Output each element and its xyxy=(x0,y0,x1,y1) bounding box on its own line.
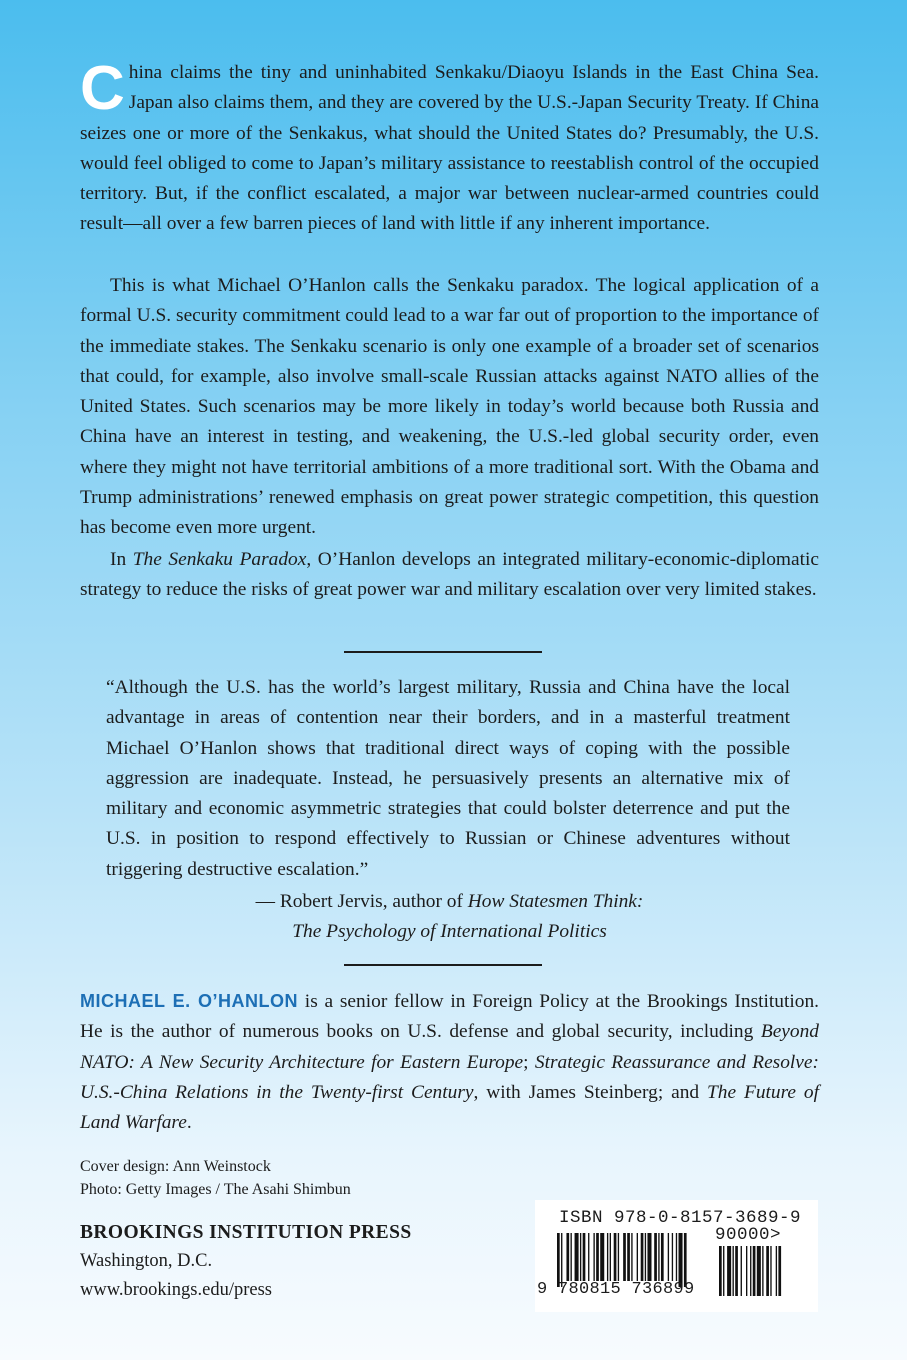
barcode-bar xyxy=(766,1246,769,1296)
barcode-bar xyxy=(618,1233,619,1281)
drop-cap: C xyxy=(80,54,125,123)
barcode-bar xyxy=(723,1246,724,1296)
book-title: The Senkaku Paradox xyxy=(132,549,307,570)
barcode-bar xyxy=(631,1233,632,1281)
author-bio xyxy=(80,986,819,1138)
barcode-bar xyxy=(566,1233,569,1281)
attribution-book-line-1: How Statesmen Think: xyxy=(467,891,644,912)
bio-text: , with James Steinberg; and xyxy=(473,1081,707,1103)
barcode-bar xyxy=(750,1246,751,1296)
para3-prefix: In xyxy=(110,549,133,570)
barcode-bar xyxy=(668,1233,669,1281)
price-code: 90000> xyxy=(715,1225,782,1245)
barcode-bar xyxy=(658,1233,659,1281)
description-paragraph-1 xyxy=(80,54,819,240)
barcode-bar xyxy=(762,1246,763,1296)
barcode-bar xyxy=(575,1233,579,1281)
ean-number: 9 780815 736899 xyxy=(537,1280,695,1299)
barcode-bar xyxy=(654,1233,657,1281)
description-paragraph-2: This is what Michael O’Hanlon calls the Senkaku paradox. The logical application of a formal U.S. security commitment could lead to a war far out of proportion to the importance of the immediate stakes. The Senkaku scenario is only one example of a broader set of scenarios that could, for example, also involve small-scale Russian attacks against NATO allies of the United States. Such scenarios may be more likely in today’s world because both Russia and China have an interest in testing, and weakening, the U.S.-led global security order, even where they might not have territorial ambitions of a more traditional sort. With the Obama and Trump administrations’ renewed emphasis on great power strategic competition, this question has become even more urgent. xyxy=(80,275,819,539)
barcode-bar xyxy=(679,1233,683,1287)
barcode-bar xyxy=(727,1246,731,1296)
publisher-block xyxy=(80,1218,412,1305)
barcode-bar xyxy=(757,1246,761,1296)
barcode-bar xyxy=(614,1233,617,1281)
barcode-bar xyxy=(645,1233,646,1281)
bio-text: is a senior fellow in Foreign Policy at the Brookings Institution. He is the author of numerous books on U.S. defense and global security, including xyxy=(80,991,819,1043)
barcode-bar xyxy=(770,1246,771,1296)
barcode-bar xyxy=(753,1246,756,1296)
barcode-bar xyxy=(672,1233,673,1281)
barcode-bar xyxy=(610,1233,611,1281)
bio-text: . xyxy=(186,1112,192,1134)
barcode-bar xyxy=(627,1233,630,1281)
barcode-bar xyxy=(735,1246,738,1296)
barcode-bar xyxy=(593,1233,594,1281)
barcode-bar xyxy=(778,1246,781,1296)
author-name: MICHAEL E. O’HANLON xyxy=(80,991,299,1011)
description-paragraph-3 xyxy=(80,545,819,606)
barcode-bar xyxy=(676,1233,677,1281)
isbn-barcode xyxy=(535,1200,818,1312)
para3-text: , O’Hanlon develops an integrated military-economic-diplomatic strategy to reduce the risks of great power war and military escalation over very limited stakes. xyxy=(80,549,819,601)
barcode-bar xyxy=(647,1233,651,1281)
barcode-bar xyxy=(641,1233,644,1281)
publisher-name: BROOKINGS INSTITUTION PRESS xyxy=(80,1222,412,1243)
bio-text: ; xyxy=(523,1051,535,1073)
publisher-url: www.brookings.edu/press xyxy=(80,1280,273,1300)
endorsement-attribution xyxy=(80,887,819,947)
description-paragraph-1-text: hina claims the tiny and uninhabited Senkaku/Diaoyu Islands in the East China Sea. Japan also claims them, and they are covered by the U.S.-Japan Security Treaty. If China seizes one or more of the Senkakus, what should the United States do? Presumably, the U.S. would feel obliged to come to Japan’s military assistance to reestablish control of the occupied territory. But, if the conflict escalated, a major war between nuclear-armed countries could result—all over a few barren pieces of land with little if any inherent importance. xyxy=(80,62,819,235)
bio-book-title: Beyond NATO: A New Security Architecture for Eastern Europe xyxy=(80,1021,819,1073)
barcode-bar xyxy=(557,1233,560,1287)
barcode-bar xyxy=(580,1233,581,1281)
cover-design-credit: Cover design: Ann Weinstock xyxy=(80,1158,271,1175)
endorsement-quote: “Although the U.S. has the world’s largest military, Russia and China have the local advantage in areas of contention near their borders, and in a masterful treatment Michael O’Hanlon shows that traditional direct ways of coping with the possible aggression are inadequate. Instead, he persuasively presents an alternative mix of military and economic asymmetric strategies that could bolster deterrence and put the U.S. in position to respond effectively to Russian or Chinese adventures without triggering destructive escalation.” xyxy=(106,677,790,880)
bio-book-title: Strategic Reassurance and Resolve: U.S.-China Relations in the Twenty-first Century xyxy=(80,1051,819,1103)
barcode-bar xyxy=(746,1246,747,1296)
barcode-bar xyxy=(583,1233,586,1281)
barcode-bar xyxy=(596,1233,599,1281)
barcode-bar xyxy=(684,1233,687,1287)
barcode-bar xyxy=(588,1233,589,1281)
divider-rule xyxy=(344,651,542,653)
isbn-label: ISBN 978-0-8157-3689-9 xyxy=(559,1208,802,1228)
photo-credit: Photo: Getty Images / The Asahi Shimbun xyxy=(80,1181,351,1198)
barcode-bar xyxy=(776,1246,777,1296)
attribution-author: — Robert Jervis, author of xyxy=(255,891,468,912)
barcode-bar xyxy=(733,1246,734,1296)
barcode-bar xyxy=(571,1233,572,1281)
divider-rule xyxy=(344,964,542,966)
barcode-bar xyxy=(661,1233,664,1281)
barcode-bar xyxy=(741,1246,742,1296)
publisher-city: Washington, D.C. xyxy=(80,1251,213,1271)
barcode-bar xyxy=(623,1233,626,1281)
barcode-bar xyxy=(600,1233,604,1281)
barcode-bar xyxy=(607,1233,608,1281)
barcode-bar xyxy=(719,1246,722,1296)
attribution-book-line-2: The Psychology of International Politics xyxy=(292,921,607,942)
barcode-bar xyxy=(637,1233,638,1281)
barcode-bar xyxy=(561,1233,562,1287)
bio-book-title: The Future of Land Warfare xyxy=(80,1081,820,1134)
credits xyxy=(80,1155,351,1201)
